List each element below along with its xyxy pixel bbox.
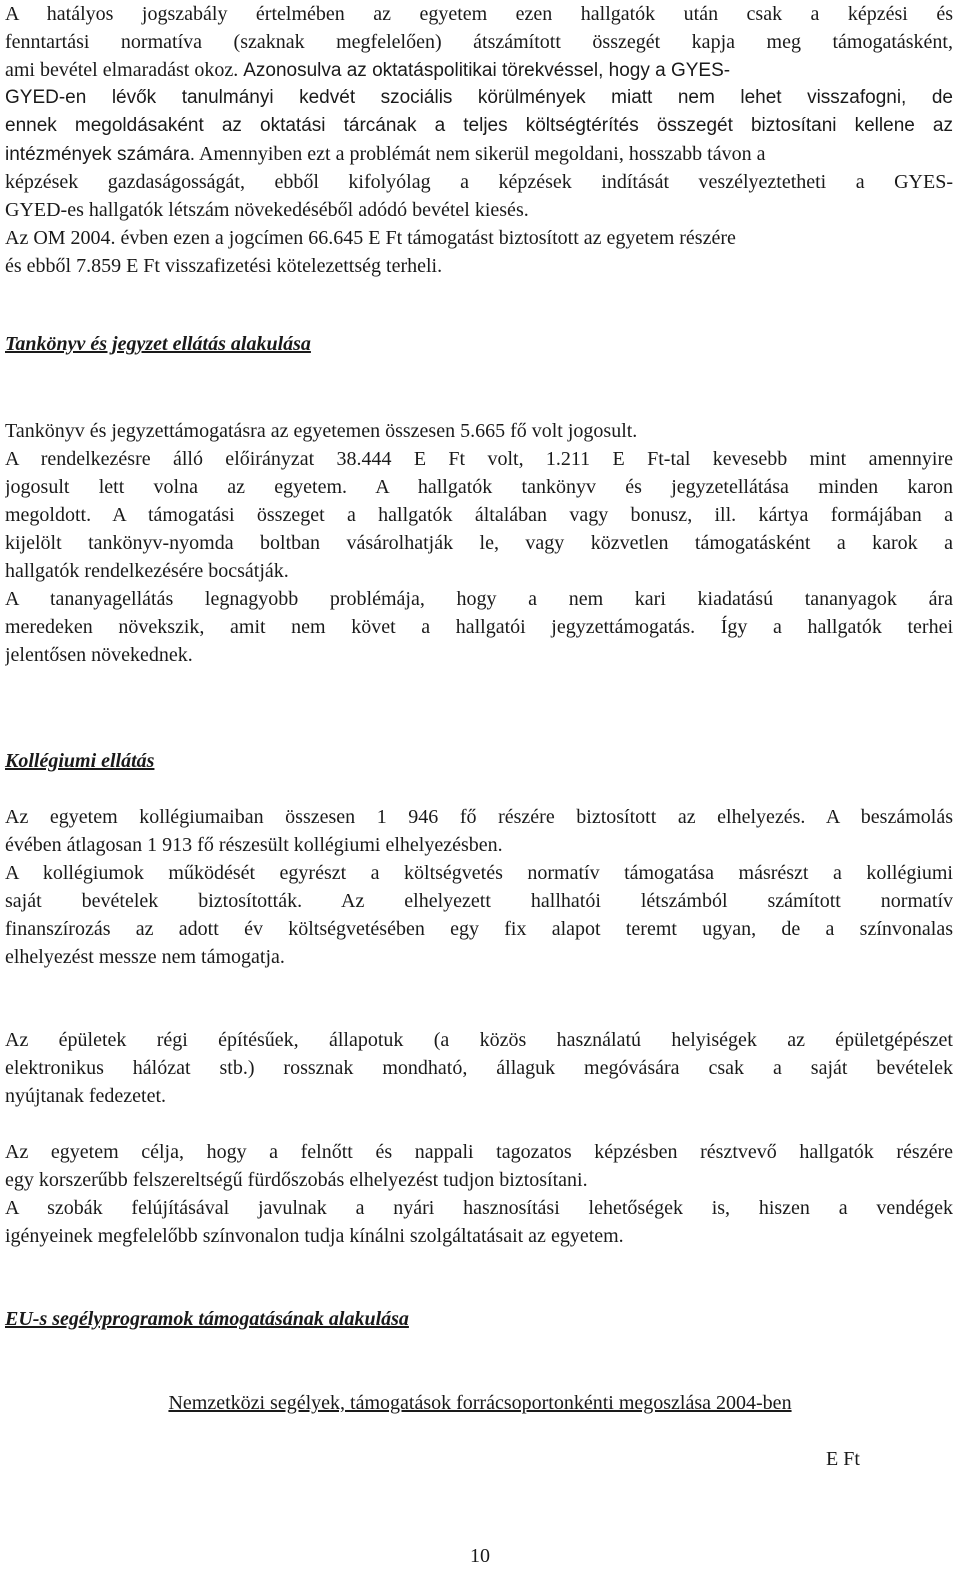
text-run: Amennyiben ezt a problémát nem sikerül megoldani, hosszabb távon a [198, 143, 766, 165]
text-line: elektronikus hálózat stb.) rossznak mondható, állaguk megóvására csak a saját bevételek [5, 1057, 953, 1079]
text-line: egy korszerűbb felszereltségű fürdőszobás elhelyezést tudjon biztosítani. [5, 1169, 588, 1191]
text-line: A tananyagellátás legnagyobb problémája, hogy a nem kari kiadatású tananyagok ára [5, 588, 953, 610]
text-line: A szobák felújításával javulnak a nyári hasznosítási lehetőségek is, hiszen a vendégek [5, 1197, 953, 1219]
text-line: Tankönyv és jegyzettámogatásra az egyetemen összesen 5.665 fő volt jogosult. [5, 420, 638, 442]
text-line: hallgatók rendelkezésére bocsátják. [5, 560, 289, 582]
text-line: GYED-en lévők tanulmányi kedvét szociális körülmények miatt nem lehet visszafogni, de [5, 87, 953, 108]
text-line: elhelyezést messze nem támogatja. [5, 946, 285, 968]
text-line [5, 56, 953, 84]
text-line [5, 140, 953, 168]
text-line: Az OM 2004. évben ezen a jogcímen 66.645 E Ft támogatást biztosított az egyetem részére [5, 227, 736, 249]
text-line: Az egyetem célja, hogy a felnőtt és nappali tagozatos képzésben résztvevő hallgatók részére [5, 1141, 953, 1163]
text-run: Azonosulva az oktatáspolitikai törekvéssel, hogy a GYES- [243, 60, 731, 81]
text-line: GYED-es hallgatók létszám növekedéséből adódó bevétel kiesés. [5, 199, 529, 221]
textbooks-paragraph [5, 417, 953, 669]
text-line: megoldott. A támogatási összeget a hallgatók általában vagy bonusz, ill. kártya formájában a [5, 504, 953, 526]
unit-label: E Ft [826, 1448, 860, 1470]
text-line: és ebből 7.859 E Ft visszafizetési kötelezettség terheli. [5, 255, 443, 277]
text-line: kijelölt tankönyv-nyomda boltban vásárolhatják le, vagy közvetlen támogatásként a karok a [5, 532, 953, 554]
intro-paragraph [5, 0, 953, 280]
text-line: évében átlagosan 1 913 fő részesült kollégiumi elhelyezésben. [5, 834, 503, 856]
text-line: jogosult lett volna az egyetem. A hallgatók tankönyv és jegyzetellátása minden karon [5, 476, 953, 498]
text-line: A rendelkezésre álló előirányzat 38.444 E Ft volt, 1.211 E Ft-tal kevesebb mint amennyire [5, 448, 953, 470]
text-line: nyújtanak fedezetet. [5, 1085, 167, 1107]
text-line: képzések gazdaságosságát, ebből kifolyólag a képzések indítását veszélyeztetheti a GYES- [5, 171, 953, 193]
table-title: Nemzetközi segélyek, támogatások forrácsoportonkénti megoszlása 2004-ben [168, 1392, 792, 1414]
text-line: igényeinek megfelelőbb színvonalon tudja kínálni szolgáltatásait az egyetem. [5, 1225, 624, 1247]
text-run: intézmények számára. [5, 144, 196, 165]
page-number: 10 [470, 1545, 490, 1567]
text-line: fenntartási normatíva (szaknak megfelelően) átszámított összegét kapja meg támogatásként, [5, 31, 953, 53]
text-line: A kollégiumok működését egyrészt a költségvetés normatív támogatása másrészt a kollégiumi [5, 862, 953, 884]
text-line: jelentősen növekednek. [5, 644, 193, 666]
dormitory-paragraph-1 [5, 803, 953, 859]
dormitory-paragraph-3 [5, 1026, 953, 1110]
text-line: Az egyetem kollégiumaiban összesen 1 946 fő részére biztosított az elhelyezés. A beszámolás [5, 806, 953, 828]
text-run: ami bevétel elmaradást okoz. [5, 59, 239, 81]
dormitory-paragraph-2 [5, 859, 953, 971]
dormitory-paragraph-4 [5, 1138, 953, 1250]
text-line: ennek megoldásaként az oktatási tárcának a teljes költségtérítés összegét biztosítani kellene az [5, 115, 953, 136]
text-line: finanszírozás az adott év költségvetésében egy fix alapot teremt ugyan, de a színvonalas [5, 918, 953, 940]
text-line: saját bevételek biztosították. Az elhelyezett hallhatói létszámból számított normatív [5, 890, 953, 912]
text-line: meredeken növekszik, amit nem követ a hallgatói jegyzettámogatás. Így a hallgatók terhei [5, 616, 953, 638]
text-line: Az épületek régi építésűek, állapotuk (a közös használatú helyiségek az épületgépészet [5, 1029, 953, 1051]
text-line: A hatályos jogszabály értelmében az egyetem ezen hallgatók után csak a képzési és [5, 3, 953, 25]
section-heading-dormitory: Kollégiumi ellátás [5, 750, 155, 772]
section-heading-eu-aid: EU-s segélyprogramok támogatásának alakulása [5, 1308, 409, 1330]
section-heading-textbooks: Tankönyv és jegyzet ellátás alakulása [5, 333, 311, 355]
